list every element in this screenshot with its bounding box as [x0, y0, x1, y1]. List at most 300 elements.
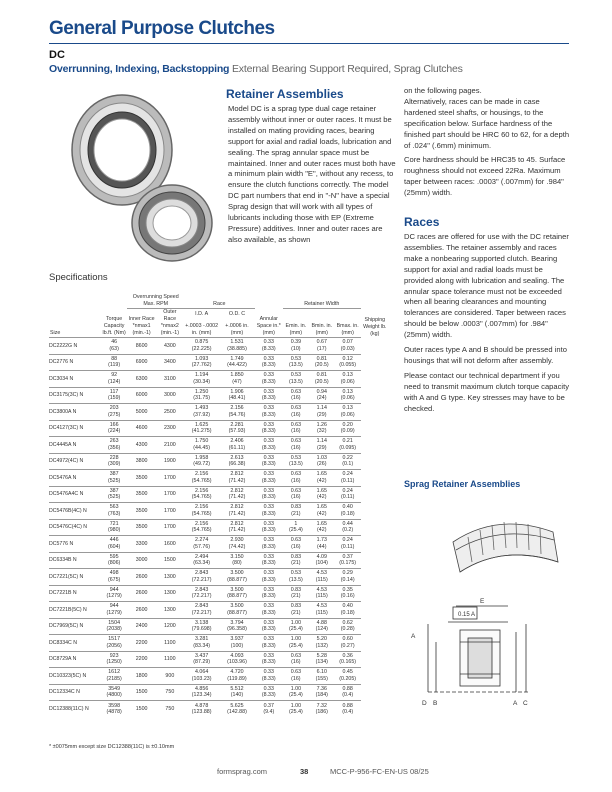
cell-od [219, 519, 254, 536]
cell-torque [101, 437, 128, 454]
cell-id [184, 701, 219, 718]
cell-outer [156, 635, 184, 652]
cell-value: (1250) [106, 659, 122, 666]
cell-value: 46 [111, 339, 118, 346]
cell-value: (54.76) [228, 411, 246, 418]
races-paragraph-1: DC races are offered for use with the DC retainer assemblies. The retainer assembly and races make a nonbearing supported clutch. Bearing support for axial and radial loads must be provided along with lubrication and sealing. The annular space tolerance must not be exceeded when all bearing clearances and mounting tolerances are considered. Taper between races should be below .0003" (.007mm) for .984" (25mm) width. [404, 232, 569, 340]
cell-torque [101, 602, 128, 619]
cell-emin [283, 536, 309, 553]
col-race: Race [184, 294, 255, 309]
cell-value: 2.843 [195, 603, 209, 610]
cell-id [184, 651, 219, 668]
cell-value: 4.88 [316, 619, 327, 626]
cell-value: 2.156 [195, 471, 209, 478]
cell-value: 4600 [135, 425, 148, 431]
cell-value: 2.494 [195, 553, 209, 560]
table-row [49, 701, 389, 718]
cell-value: 2.274 [195, 537, 209, 544]
cell-value: 0.33 [263, 537, 274, 544]
cell-outer [156, 602, 184, 619]
cell-value: (0.18) [340, 609, 355, 616]
cell-inner [127, 437, 155, 454]
cell-value: (159) [107, 395, 121, 402]
cell-annular [255, 618, 283, 635]
cell-inner [127, 585, 155, 602]
cell-emin [283, 404, 309, 421]
cell-emin [283, 420, 309, 437]
dimension-a-label: A [513, 700, 518, 707]
cell-value: (8.33) [261, 576, 276, 583]
cell-value: 1700 [163, 491, 176, 497]
cell-weight [335, 470, 361, 487]
cell-value: (0.055) [339, 362, 357, 369]
cell-value: (155) [315, 675, 328, 682]
cell-value: 2.156 [195, 504, 209, 511]
cell-value: 1.850 [230, 372, 244, 379]
cell-value: (8.33) [261, 362, 276, 369]
cell-value: 1300 [163, 573, 176, 580]
cell-value: (124) [315, 626, 328, 633]
cell-inner [127, 602, 155, 619]
cell-bmin [309, 486, 335, 503]
cell-value: (100) [230, 642, 244, 649]
cell-value: 3549 [108, 685, 121, 692]
cell-value: 0.53 [290, 454, 302, 461]
cell-od [219, 486, 254, 503]
cell-value: 0.33 [263, 339, 274, 346]
cell-torque [101, 470, 128, 487]
cell-value: (27.762) [191, 362, 212, 369]
cell-value: (8.33) [261, 642, 276, 649]
cell-torque [101, 338, 128, 355]
cell-outer [156, 536, 184, 553]
cell-value: 4300 [163, 342, 176, 349]
cell-bmin [309, 470, 335, 487]
cell-weight [335, 354, 361, 371]
cell-bmin [309, 371, 335, 388]
cell-value: (66.38) [228, 461, 246, 468]
cell-value: (8.33) [261, 494, 276, 501]
cell-value: (123.88) [191, 709, 212, 715]
cell-od [219, 552, 254, 569]
model-label: DC [49, 49, 65, 61]
cell-value: (103.23) [191, 675, 212, 682]
cell-value: (44.45) [193, 444, 211, 451]
cell-value: (356) [107, 444, 121, 451]
cell-value: 2600 [135, 606, 148, 613]
cell-value: (8.33) [261, 444, 276, 451]
cell-value: 6300 [135, 375, 148, 382]
cell-value: (0.175) [339, 560, 357, 567]
cell-value: 3.281 [195, 636, 209, 643]
table-row [49, 618, 389, 635]
cell-bmin [309, 354, 335, 371]
cell-value: 3.794 [230, 619, 244, 626]
cell-value: (604) [107, 543, 121, 550]
cell-value: 3.500 [230, 570, 244, 577]
cell-torque [101, 420, 128, 437]
cell-value: (96.358) [227, 626, 247, 633]
cell-value: 3.138 [195, 619, 209, 626]
cell-value: 203 [109, 405, 119, 412]
cell-od [219, 585, 254, 602]
cell-value: 1.14 [316, 405, 327, 412]
cell-value: (26) [317, 461, 327, 468]
cell-value: 0.63 [290, 669, 302, 676]
cell-value: 0.94 [316, 388, 327, 395]
cell-value: (1279) [106, 609, 122, 616]
cell-annular [255, 486, 283, 503]
cell-value: (44.422) [227, 362, 247, 369]
cell-value: 0.83 [290, 504, 302, 511]
cell-value: 0.33 [263, 388, 274, 395]
table-row [49, 420, 389, 437]
cell-value: 0.33 [263, 636, 274, 643]
cell-value: (57.76) [193, 543, 211, 550]
cell-size: DC5776 N [49, 536, 101, 553]
cell-value: (1279) [106, 593, 122, 600]
cell-size: DC7221B N [49, 585, 101, 602]
cell-inner [127, 387, 155, 404]
cell-value: 387 [109, 471, 119, 478]
cell-bmin [309, 437, 335, 454]
cell-inner [127, 519, 155, 536]
cell-value: (25.4) [288, 642, 303, 649]
sprag-retainer-diagram [408, 492, 568, 714]
cell-annular [255, 503, 283, 520]
cell-size: DC4445A N [49, 437, 101, 454]
specifications-body [49, 338, 389, 718]
cell-value: 2600 [135, 573, 148, 580]
cell-annular [255, 437, 283, 454]
cell-weight [335, 453, 361, 470]
cell-value: (42) [317, 494, 327, 501]
cell-value: 1200 [163, 623, 176, 629]
cell-value: 0.81 [316, 355, 327, 362]
cell-value: 1.093 [195, 355, 209, 362]
table-row [49, 354, 389, 371]
cell-value: (20.5) [314, 362, 329, 369]
cell-value: 4.093 [230, 652, 244, 659]
cell-value: (132) [315, 642, 328, 649]
cell-value: 0.37 [263, 702, 274, 709]
product-photo [60, 88, 220, 268]
specifications-table [49, 294, 389, 717]
cell-value: (13.5) [288, 378, 303, 385]
cell-value: (119) [108, 362, 121, 369]
cell-value: (25.4) [288, 626, 303, 633]
small-bearing-ring [132, 185, 212, 261]
cell-value: 1.194 [195, 372, 209, 379]
cell-value: 2.843 [195, 570, 209, 577]
cell-value: (123.34) [191, 692, 212, 699]
cell-inner [127, 503, 155, 520]
cell-outer [156, 519, 184, 536]
cell-size: DC12388(11C) N [49, 701, 101, 718]
cell-value: (61.11) [228, 444, 246, 451]
retainer-paragraph-cont: on the following pages. [404, 86, 482, 95]
cell-emin [283, 519, 309, 536]
cell-value: 0.37 [342, 553, 353, 560]
cell-size: DC12334C N [49, 684, 101, 701]
cell-value: (80) [232, 560, 242, 567]
cell-value: 0.45 [342, 669, 353, 676]
col-tol-c: +.0006 in. (mm) [225, 323, 249, 336]
cell-value: (8.33) [261, 378, 276, 385]
cell-id [184, 536, 219, 553]
cell-value: 1.958 [195, 454, 209, 461]
cell-weight [335, 420, 361, 437]
cell-value: (8.33) [261, 461, 276, 468]
cell-value: 0.40 [342, 504, 353, 511]
cell-value: (119.89) [227, 675, 247, 682]
cell-value: 2.281 [230, 421, 244, 428]
cell-outer [156, 486, 184, 503]
cell-value: (29) [317, 411, 327, 418]
cell-value: 944 [109, 586, 119, 593]
cell-value: (25.4) [288, 527, 303, 534]
cell-annular [255, 536, 283, 553]
subtitle-bold: Overrunning, Indexing, Backstopping [49, 63, 230, 75]
cell-value: 387 [109, 487, 119, 494]
cell-value: (0.27) [340, 642, 355, 649]
cell-value: 4.878 [195, 702, 209, 709]
cell-value: 498 [109, 570, 119, 577]
cell-torque [101, 536, 128, 553]
cell-annular [255, 371, 283, 388]
cell-value: (525) [107, 494, 121, 501]
cell-value: (0.4) [342, 709, 354, 715]
cell-value: (186) [315, 709, 328, 715]
cell-value: (54.765) [191, 494, 212, 501]
cell-value: 0.63 [290, 438, 302, 445]
cell-inner [127, 453, 155, 470]
cell-inner [127, 404, 155, 421]
cell-value: 0.33 [263, 405, 274, 412]
cell-value: (16) [291, 494, 301, 501]
cell-size: DC4972(4C) N [49, 453, 101, 470]
cell-outer [156, 618, 184, 635]
cell-value: (17) [317, 345, 327, 352]
cell-value: (25.4) [288, 692, 303, 699]
cell-value: 0.33 [263, 652, 274, 659]
cell-bmin [309, 684, 335, 701]
cell-annular [255, 552, 283, 569]
col-overrunning: Overrunning Speed Max. RPM [127, 294, 184, 309]
cell-inner [127, 569, 155, 586]
table-row [49, 651, 389, 668]
cell-value: 0.13 [342, 372, 353, 379]
cell-value: (16) [291, 428, 301, 435]
cell-value: 3.500 [230, 603, 244, 610]
cell-size: DC8334C N [49, 635, 101, 652]
cell-value: 0.20 [342, 421, 353, 428]
cell-annular [255, 470, 283, 487]
cell-value: 0.63 [290, 421, 302, 428]
cell-annular [255, 635, 283, 652]
cell-value: (0.03) [340, 345, 355, 352]
cell-value: (8.33) [261, 411, 276, 418]
cell-outer [156, 354, 184, 371]
cell-value: 2.843 [195, 586, 209, 593]
cell-emin [283, 618, 309, 635]
cell-size: DC5476A N [49, 470, 101, 487]
cell-value: (13.5) [288, 461, 303, 468]
cell-value: (16) [291, 444, 301, 451]
cell-emin [283, 651, 309, 668]
cell-value: 3.500 [230, 586, 244, 593]
cell-value: (16) [291, 477, 301, 484]
cell-emin [283, 453, 309, 470]
cell-value: 3.150 [230, 553, 244, 560]
cell-value: 0.33 [263, 586, 274, 593]
cell-size: DC5476B(4C) N [49, 503, 101, 520]
cell-bmin [309, 668, 335, 685]
cell-value: (0.06) [340, 395, 355, 402]
cell-value: 0.62 [342, 619, 353, 626]
cell-value: (8.33) [261, 626, 276, 633]
cell-value: (275) [107, 411, 121, 418]
cell-value: (71.42) [228, 477, 246, 484]
cell-value: (79.698) [191, 626, 212, 633]
dimension-d-label: D [422, 700, 427, 707]
cell-value: 2.812 [230, 471, 244, 478]
cell-od [219, 437, 254, 454]
cell-value: (32) [317, 428, 327, 435]
cell-weight [335, 701, 361, 718]
cell-size: DC7969(5C) N [49, 618, 101, 635]
cell-bmin [309, 420, 335, 437]
cell-annular [255, 585, 283, 602]
cell-value: 1.26 [316, 421, 327, 428]
cell-id [184, 684, 219, 701]
cell-value: 0.33 [263, 487, 274, 494]
cell-value: 595 [109, 553, 119, 560]
cell-id [184, 420, 219, 437]
cell-value: (24) [317, 395, 327, 402]
cell-value: (0.095) [339, 444, 357, 451]
cell-od [219, 387, 254, 404]
cell-value: (25.4) [288, 709, 303, 715]
cell-inner [127, 635, 155, 652]
cell-value: 2500 [163, 408, 176, 415]
col-tol-a: +.0003 -.0002 in. (mm) [185, 323, 219, 336]
cell-value: (675) [107, 576, 121, 583]
cell-id [184, 618, 219, 635]
cell-weight [335, 536, 361, 553]
cell-value: 1.250 [195, 388, 209, 395]
cell-value: (124) [107, 378, 121, 385]
cell-value: (763) [107, 510, 121, 517]
cell-value: (71.42) [228, 494, 246, 501]
cell-value: (29) [317, 444, 327, 451]
cell-value: (42) [317, 527, 327, 534]
cell-value: 1.493 [195, 405, 209, 412]
cell-value: (9.4) [263, 709, 275, 715]
cell-value: 1500 [135, 689, 148, 695]
cell-value: 0.33 [263, 471, 274, 478]
cell-value: 0.22 [342, 454, 353, 461]
cell-value: (54.765) [191, 477, 212, 484]
cell-value: (8.33) [261, 692, 276, 699]
cell-outer [156, 338, 184, 355]
cell-value: (72.217) [191, 576, 212, 583]
col-id: I.D. A [195, 311, 209, 318]
cell-weight [335, 404, 361, 421]
cell-od [219, 338, 254, 355]
cell-value: (0.4) [342, 692, 354, 699]
cell-value: 2.156 [195, 520, 209, 527]
cell-value: 2.613 [230, 454, 244, 461]
cell-outer [156, 420, 184, 437]
cell-value: (63.34) [193, 560, 211, 567]
cell-value: (16) [291, 543, 301, 550]
cell-value: 3500 [135, 474, 148, 481]
cell-value: 2600 [135, 590, 148, 596]
cell-id [184, 354, 219, 371]
cell-value: (0.06) [340, 411, 355, 418]
cell-value: 0.12 [342, 355, 353, 362]
cell-value: 117 [109, 388, 119, 395]
cell-id [184, 635, 219, 652]
cell-outer [156, 404, 184, 421]
col-od: O.D. C [228, 311, 246, 318]
cell-value: 0.875 [195, 339, 209, 346]
cell-id [184, 668, 219, 685]
cell-annular [255, 668, 283, 685]
subtitle-light: External Bearing Support Required, Sprag Clutches [229, 63, 463, 75]
cell-value: (74.42) [228, 543, 246, 550]
cell-value: 0.33 [263, 570, 274, 577]
footer-site[interactable]: formsprag.com [217, 767, 268, 776]
cell-value: 2.812 [230, 520, 244, 527]
cell-torque [101, 387, 128, 404]
cell-value: (115) [315, 576, 328, 583]
cell-inner [127, 338, 155, 355]
table-row [49, 387, 389, 404]
cell-value: 3598 [108, 702, 121, 709]
cell-value: 0.33 [263, 669, 274, 676]
cell-value: 944 [109, 603, 119, 610]
cell-value: (88.877) [227, 609, 247, 616]
cell-value: 166 [109, 421, 119, 428]
cell-bmin [309, 552, 335, 569]
cell-inner [127, 354, 155, 371]
cell-value: (88.877) [227, 576, 247, 583]
cell-id [184, 387, 219, 404]
cell-value: (115) [315, 593, 328, 600]
cell-value: 3000 [135, 557, 148, 563]
cell-value: 3800 [135, 458, 148, 464]
cell-value: 0.21 [342, 438, 353, 445]
cell-torque [101, 552, 128, 569]
cell-annular [255, 602, 283, 619]
cell-id [184, 569, 219, 586]
cell-value: (57.93) [228, 428, 246, 435]
cell-bmin [309, 503, 335, 520]
cell-value: (4878) [106, 709, 122, 715]
cell-value: (54.765) [191, 527, 212, 534]
cell-value: (8.33) [261, 593, 276, 600]
cell-value: (8.33) [261, 560, 276, 567]
cell-value: (87.29) [193, 659, 211, 666]
cell-value: 4.53 [316, 603, 327, 610]
cell-value: (8.33) [261, 510, 276, 517]
cell-value: 0.40 [342, 603, 353, 610]
cell-value: 2.156 [230, 405, 244, 412]
cell-value: 0.33 [263, 553, 274, 560]
cell-od [219, 651, 254, 668]
